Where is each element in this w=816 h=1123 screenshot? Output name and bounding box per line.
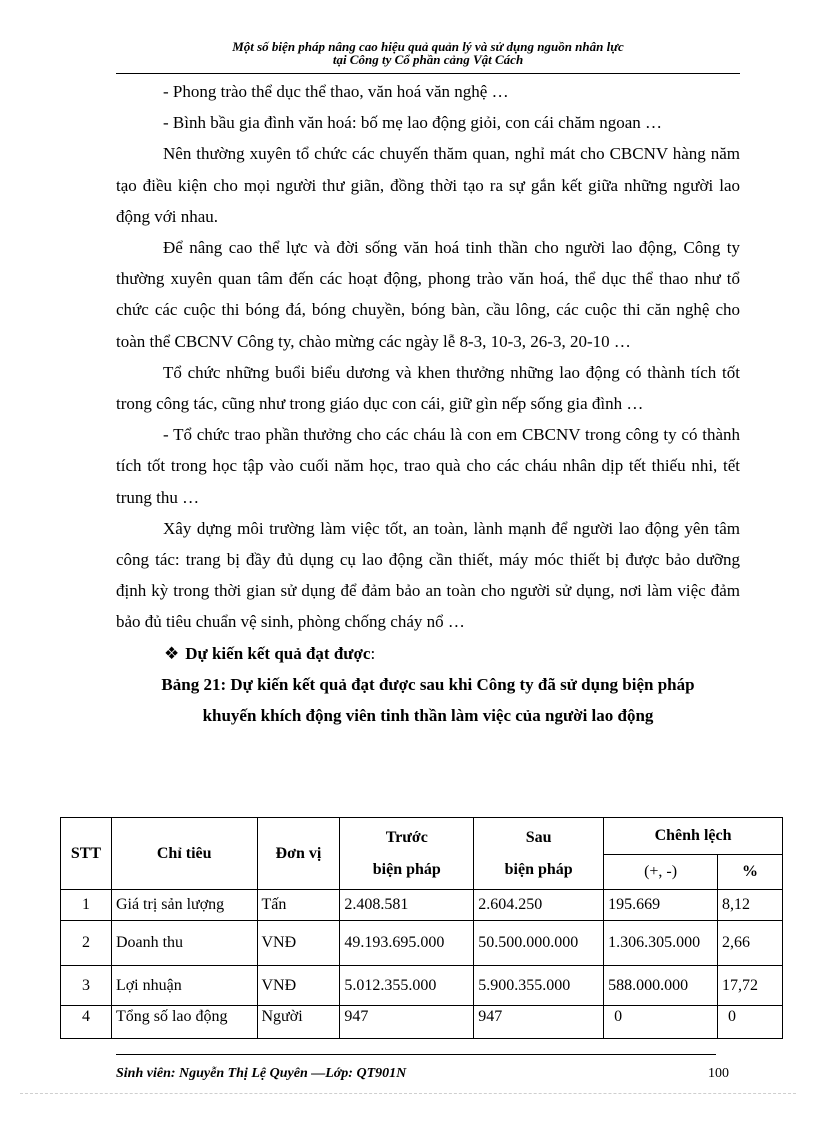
page-break-line [20, 1093, 796, 1094]
paragraph: Tổ chức những buổi biểu dương và khen thưởng những lao động có thành tích tốt trong công tác, cũng như trong giáo dục con cái, giữ gìn nếp sống gia đình … [116, 362, 740, 414]
footer-divider [116, 1054, 716, 1055]
cell-sau: 50.500.000.000 [474, 921, 604, 966]
cell-pct: 17,72 [718, 966, 783, 1006]
cell-truoc: 947 [340, 1006, 474, 1039]
cell-truoc: 2.408.581 [340, 890, 474, 921]
header-truoc-line2: biện pháp [372, 860, 441, 878]
cell-sau: 5.900.355.000 [474, 966, 604, 1006]
header-truoc-line1: Trước [385, 828, 428, 846]
document-body [116, 76, 740, 731]
header-title-line1: Một số biện pháp nâng cao hiệu quả quản lý và sử dụng nguồn nhân lực [232, 39, 624, 54]
cell-diff: 0 [604, 1006, 718, 1039]
paragraph: - Bình bầu gia đình văn hoá: bố mẹ lao động giỏi, con cái chăm ngoan … [163, 113, 663, 133]
header-truoc [340, 818, 474, 890]
header-chenh-lech: Chênh lệch [604, 818, 783, 855]
cell-don-vi: VNĐ [257, 966, 340, 1006]
paragraph: - Tổ chức trao phần thưởng cho các cháu là con em CBCNV trong công ty có thành tích tốt trong học tập vào cuối năm học, trao quà cho các cháu nhân dịp tết thiếu nhi, tết trung thu … [116, 425, 740, 507]
section-heading: Dự kiến kết quả đạt được [185, 643, 371, 663]
cell-truoc: 49.193.695.000 [340, 921, 474, 966]
cell-chi-tieu: Giá trị sản lượng [111, 890, 257, 921]
cell-stt: 4 [61, 1006, 112, 1039]
subheader-diff: (+, -) [604, 855, 718, 890]
page-header [116, 40, 740, 66]
cell-don-vi: Tấn [257, 890, 340, 921]
cell-pct: 8,12 [718, 890, 783, 921]
subheader-pct: % [718, 855, 783, 890]
header-don-vi: Đơn vị [257, 818, 340, 890]
cell-stt: 1 [61, 890, 112, 921]
cell-stt: 2 [61, 921, 112, 966]
page-number: 100 [708, 1066, 729, 1081]
cell-pct: 0 [718, 1006, 783, 1039]
cell-don-vi: Người [257, 1006, 340, 1039]
paragraph: Để nâng cao thể lực và đời sống văn hoá tinh thần cho người lao động, Công ty thường xuyên quan tâm đến các hoạt động, phong trào văn hoá, thể dục thể thao như tổ chức các cuộc thi bóng đá, bóng chuyền, bóng bàn, cầu lông, các cuộc thi căn nghệ cho toàn thể CBCNV Công ty, chào mừng các ngày lễ 8-3, 10-3, 26-3, 20-10 … [116, 238, 740, 351]
cell-diff: 1.306.305.000 [604, 921, 718, 966]
section-bullet [116, 638, 740, 669]
header-stt: STT [61, 818, 112, 890]
cell-don-vi: VNĐ [257, 921, 340, 966]
diamond-bullet-icon: ❖ [164, 643, 180, 663]
header-title-line2: tại Công ty Cổ phần cảng Vật Cách [332, 52, 524, 67]
paragraph: Nên thường xuyên tổ chức các chuyến thăm quan, nghỉ mát cho CBCNV hàng năm tạo điều kiện cho mọi người thư giãn, đồng thời tạo ra sự gắn kết giữa những người lao động với nhau. [116, 144, 740, 226]
header-sau-line1: Sau [525, 828, 552, 846]
table-row [61, 966, 783, 1006]
cell-sau: 947 [474, 1006, 604, 1039]
cell-chi-tieu: Doanh thu [111, 921, 257, 966]
header-divider [116, 73, 740, 74]
cell-stt: 3 [61, 966, 112, 1006]
cell-chi-tieu: Lợi nhuận [111, 966, 257, 1006]
table-row [61, 921, 783, 966]
footer-student-info: Sinh viên: Nguyễn Thị Lệ Quyên —Lớp: QT901N [116, 1066, 407, 1081]
cell-diff: 195.669 [604, 890, 718, 921]
header-chi-tieu: Chỉ tiêu [111, 818, 257, 890]
table-row [61, 890, 783, 921]
section-heading-colon: : [370, 643, 376, 663]
cell-sau: 2.604.250 [474, 890, 604, 921]
results-table [60, 817, 783, 1039]
cell-truoc: 5.012.355.000 [340, 966, 474, 1006]
paragraph: Xây dựng môi trường làm việc tốt, an toàn, lành mạnh để người lao động yên tâm công tác: trang bị đầy đủ dụng cụ lao động cần thiết, máy móc thiết bị được bảo dưỡng định kỳ trong thời gian sử dụng để đảm bảo an toàn cho người sử dụng, nơi làm việc đảm bảo đủ tiêu chuẩn vệ sinh, phòng chống cháy nổ … [116, 518, 740, 632]
table-title-line1: Bảng 21: Dự kiến kết quả đạt được sau khi Công ty đã sử dụng biện pháp [161, 674, 695, 694]
cell-chi-tieu: Tổng số lao động [111, 1006, 257, 1039]
header-sau [474, 818, 604, 890]
paragraph: - Phong trào thể dục thể thao, văn hoá văn nghệ … [163, 82, 509, 101]
cell-pct: 2,66 [718, 921, 783, 966]
table-title-line2: khuyến khích động viên tinh thần làm việc của người lao động [202, 706, 654, 726]
cell-diff: 588.000.000 [604, 966, 718, 1006]
header-sau-line2: biện pháp [504, 860, 573, 878]
table-row [61, 1006, 783, 1039]
